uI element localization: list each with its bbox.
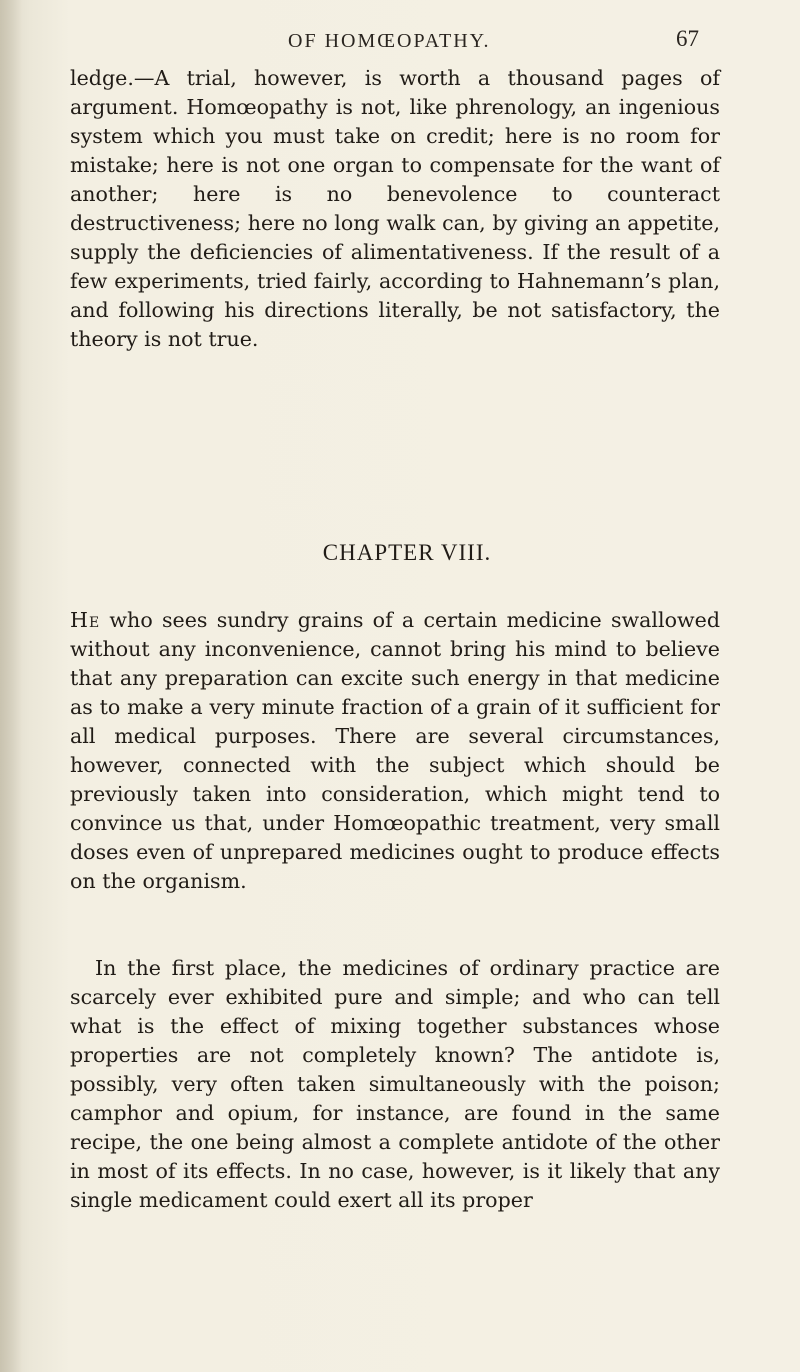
paragraph-2 bbox=[70, 606, 720, 896]
paragraph-3-text: In the first place, the medicines of ordinary practice are scarcely ever exhibited pure and simple; and who can tell what is the effect of mixing together substances whose properties are not completely known? The antidote is, possibly, very often taken simultaneously with the poison; camphor and opium, for instance, are found in the same recipe, the one being almost a complete antidote of the other in most of its effects. In no case, however, is it likely that any single medicament could exert all its proper bbox=[70, 956, 720, 1212]
running-head: OF HOMŒOPATHY. bbox=[288, 30, 491, 52]
page-number: 67 bbox=[676, 26, 699, 51]
paragraph-1-text: ledge.—A trial, however, is worth a thousand pages of argument. Homœopathy is not, like phrenology, an ingenious system which you must take on credit; here is no room for mistake; here is not one organ to compensate for the want of another; here is no benevolence to counteract destructiveness; here no long walk can, by giving an appetite, supply the deficiencies of alimentativeness. If the result of a few experiments, tried fairly, according to Hahnemann’s plan, and following his directions literally, be not satisfactory, the theory is not true. bbox=[70, 66, 720, 351]
paragraph-2-initial: He bbox=[70, 608, 101, 632]
paragraph-2-body: who sees sundry grains of a certain medicine swallowed without any inconvenience, cannot bring his mind to believe that any preparation can excite such energy in that medicine as to make a very minute fraction of a grain of it sufficient for all medical purposes. There are several circumstances, however, connected with the subject which should be previously taken into consideration, which might tend to convince us that, under Homœopathic treatment, very small doses even of unprepared medicines ought to produce effects on the organism. bbox=[70, 608, 720, 893]
paragraph-2-text bbox=[70, 606, 720, 896]
chapter-title: CHAPTER VIII. bbox=[322, 540, 492, 565]
paragraph-3 bbox=[70, 954, 720, 1215]
binding-shadow bbox=[0, 0, 22, 1372]
paragraph-1 bbox=[70, 64, 720, 354]
